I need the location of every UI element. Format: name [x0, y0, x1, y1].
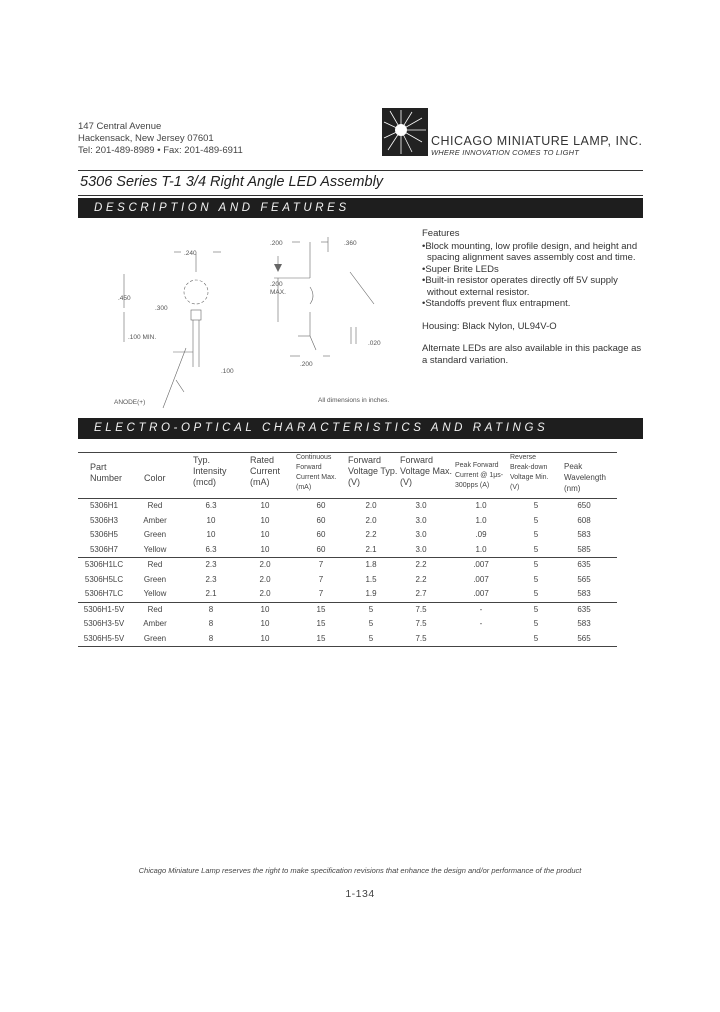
- cell-peak-forward-current: .09: [475, 530, 487, 539]
- cell-rated-current: 10: [260, 515, 270, 525]
- header-peak-forward-current: Peak Forward Current @ 1μs- 300pps (A): [455, 462, 504, 489]
- address-phone: Tel: 201-489-8989 • Fax: 201-489-6911: [78, 145, 243, 156]
- cell-forward-voltage-typ: 2.1: [365, 544, 377, 554]
- cell-continuous-current: 15: [316, 633, 326, 643]
- document-title-bar: [78, 170, 643, 196]
- cell-rated-current: 10: [260, 619, 270, 628]
- cell-intensity: 2.3: [205, 560, 217, 569]
- cell-forward-voltage-max: 7.5: [415, 604, 427, 614]
- document-title: 5306 Series T-1 3/4 Right Angle LED Assembly: [80, 174, 384, 190]
- dimension-drawing: [78, 232, 418, 412]
- cell-rated-current: 2.0: [259, 574, 271, 584]
- cell-peak-wavelength: 585: [577, 544, 591, 554]
- cell-part-number: 5306H7LC: [84, 589, 124, 598]
- cell-forward-voltage-max: 2.2: [415, 560, 427, 569]
- dimensions-note: All dimensions in inches.: [318, 397, 390, 404]
- cell-reverse-voltage: 5: [533, 574, 539, 584]
- table-row: [78, 573, 617, 588]
- address-city: Hackensack, New Jersey 07601: [78, 133, 214, 144]
- cell-intensity: 6.3: [205, 544, 217, 554]
- dim-300: .300: [155, 305, 168, 312]
- cell-forward-voltage-max: 7.5: [415, 633, 427, 643]
- cell-reverse-voltage: 5: [533, 589, 539, 598]
- cell-forward-voltage-max: 2.7: [415, 589, 427, 598]
- cell-continuous-current: 15: [316, 604, 326, 614]
- cell-intensity: 10: [206, 515, 216, 525]
- cell-part-number: 5306H7: [89, 544, 119, 554]
- table-row: [78, 632, 617, 648]
- cell-forward-voltage-max: 3.0: [415, 544, 427, 554]
- table-row: [78, 543, 617, 558]
- cell-rated-current: 10: [260, 544, 270, 554]
- cell-peak-wavelength: 635: [577, 560, 591, 569]
- cell-forward-voltage-typ: 5: [368, 604, 374, 614]
- cell-part-number: 5306H5-5V: [83, 633, 125, 643]
- logo-tagline: WHERE INNOVATION COMES TO LIGHT: [431, 148, 580, 157]
- cell-forward-voltage-typ: 2.2: [365, 530, 377, 539]
- table-row: [78, 617, 617, 632]
- cell-peak-wavelength: 565: [577, 633, 591, 643]
- dim-020: .020: [368, 340, 381, 347]
- header-wavelength: Peak Wavelength (nm): [564, 462, 606, 493]
- feature-item: • Block mounting, low profile design, and height and spacing alignment saves assembly cost and time.: [422, 241, 642, 264]
- feature-item: • Super Brite LEDs: [422, 264, 642, 276]
- cell-rated-current: 2.0: [259, 560, 271, 569]
- cell-peak-wavelength: 608: [577, 515, 591, 525]
- logo-wordmark: CHICAGO MINIATURE LAMP, INC.: [431, 134, 643, 148]
- cell-peak-wavelength: 583: [577, 530, 591, 539]
- cell-peak-forward-current: .007: [473, 589, 489, 598]
- cell-continuous-current: 60: [316, 530, 326, 539]
- cell-peak-wavelength: 565: [577, 574, 591, 584]
- cell-forward-voltage-typ: 1.9: [365, 589, 377, 598]
- cell-color: Green: [143, 574, 167, 584]
- cell-peak-forward-current: 1.0: [475, 501, 487, 510]
- cell-forward-voltage-typ: 5: [368, 619, 374, 628]
- dim-450: .450: [118, 295, 131, 302]
- cell-reverse-voltage: 5: [533, 544, 539, 554]
- dim-200-max: .200: [270, 281, 283, 288]
- cell-forward-voltage-max: 3.0: [415, 501, 427, 510]
- cell-forward-voltage-max: 2.2: [415, 574, 427, 584]
- header-reverse-voltage: Reverse Break-down Voltage Min. (V): [510, 454, 549, 491]
- feature-item: • Standoffs prevent flux entrapment.: [422, 298, 642, 310]
- cell-peak-wavelength: 583: [577, 619, 591, 628]
- cell-color: Yellow: [143, 544, 167, 554]
- dim-200-bottom: .200: [300, 361, 313, 368]
- cell-rated-current: 10: [260, 501, 270, 510]
- header-forward-voltage-max: Forward Voltage Max. (V): [400, 455, 453, 487]
- table-row: [78, 557, 617, 573]
- cell-color: Yellow: [143, 589, 167, 598]
- anode-label: ANODE(+): [114, 399, 146, 406]
- cell-forward-voltage-max: 3.0: [415, 515, 427, 525]
- cell-part-number: 5306H5LC: [84, 574, 124, 584]
- features-heading: Features: [422, 228, 460, 239]
- spec-table-body: [78, 499, 617, 647]
- cell-peak-forward-current: 1.0: [475, 515, 487, 525]
- dim-100: .100: [221, 368, 234, 375]
- cell-forward-voltage-typ: 2.0: [365, 501, 377, 510]
- cell-continuous-current: 60: [316, 501, 326, 510]
- cell-intensity: 8: [208, 633, 214, 643]
- cell-intensity: 10: [206, 530, 216, 539]
- cell-part-number: 5306H1-5V: [83, 604, 125, 614]
- header-color: Color: [144, 473, 166, 483]
- label-max: MAX.: [270, 289, 286, 296]
- section-header-description: DESCRIPTION AND FEATURES: [78, 198, 643, 218]
- cell-peak-forward-current: -: [479, 619, 483, 628]
- cell-peak-forward-current: .007: [473, 574, 489, 584]
- address-street: 147 Central Avenue: [78, 121, 162, 132]
- cell-continuous-current: 7: [318, 574, 324, 584]
- company-logo: [382, 108, 642, 160]
- dim-360: .360: [344, 240, 357, 247]
- cell-part-number: 5306H1LC: [84, 560, 124, 569]
- cell-rated-current: 2.0: [259, 589, 271, 598]
- cell-intensity: 6.3: [205, 501, 217, 510]
- cell-continuous-current: 60: [316, 515, 326, 525]
- table-row: [78, 499, 617, 514]
- cell-forward-voltage-max: 7.5: [415, 619, 427, 628]
- cell-forward-voltage-typ: 5: [368, 633, 374, 643]
- header-intensity: Typ. Intensity (mcd): [193, 455, 227, 487]
- table-row: [78, 528, 617, 543]
- table-row: [78, 602, 617, 618]
- cell-forward-voltage-typ: 1.8: [365, 560, 377, 569]
- cell-color: Red: [147, 604, 163, 614]
- cell-color: Red: [147, 560, 163, 569]
- cell-part-number: 5306H5: [89, 530, 119, 539]
- cell-continuous-current: 15: [316, 619, 326, 628]
- cell-continuous-current: 7: [318, 560, 324, 569]
- cell-part-number: 5306H3-5V: [83, 619, 125, 628]
- spec-table-header: [78, 452, 617, 499]
- cell-intensity: 8: [208, 619, 214, 628]
- spec-table: [78, 452, 617, 647]
- cell-part-number: 5306H3: [89, 515, 119, 525]
- section-header-electro-optical: ELECTRO-OPTICAL CHARACTERISTICS AND RATINGS: [78, 418, 643, 439]
- cell-forward-voltage-max: 3.0: [415, 530, 427, 539]
- cell-peak-forward-current: 1.0: [475, 544, 487, 554]
- cell-forward-voltage-typ: 2.0: [365, 515, 377, 525]
- lamp-burst-icon: [382, 108, 428, 156]
- cell-color: Green: [143, 530, 167, 539]
- cell-peak-forward-current: .007: [473, 560, 489, 569]
- table-row: [78, 514, 617, 529]
- dim-240: .240: [184, 250, 197, 257]
- footer-disclaimer: Chicago Miniature Lamp reserves the right to make specification revisions that enhance the design and/or performance of the product: [138, 866, 582, 875]
- cell-color: Green: [143, 633, 167, 643]
- cell-intensity: 2.3: [205, 574, 217, 584]
- cell-rated-current: 10: [260, 633, 270, 643]
- cell-peak-forward-current: -: [479, 604, 483, 614]
- cell-reverse-voltage: 5: [533, 515, 539, 525]
- page-number: 1-134: [345, 888, 375, 900]
- cell-reverse-voltage: 5: [533, 619, 539, 628]
- cell-color: Amber: [143, 619, 167, 628]
- cell-reverse-voltage: 5: [533, 560, 539, 569]
- header-rated-current: Rated Current (mA): [250, 455, 281, 487]
- cell-reverse-voltage: 5: [533, 633, 539, 643]
- cell-peak-wavelength: 583: [577, 589, 591, 598]
- cell-intensity: 8: [208, 604, 214, 614]
- cell-continuous-current: 60: [316, 544, 326, 554]
- cell-reverse-voltage: 5: [533, 530, 539, 539]
- cell-rated-current: 10: [260, 604, 270, 614]
- cell-reverse-voltage: 5: [533, 501, 539, 510]
- cell-reverse-voltage: 5: [533, 604, 539, 614]
- table-row: [78, 587, 617, 602]
- header-continuous-current: Continuous Forward Current Max. (mA): [296, 454, 337, 491]
- cell-peak-wavelength: 635: [577, 604, 591, 614]
- housing-spec: Housing: Black Nylon, UL94V-O: [422, 320, 557, 332]
- cell-part-number: 5306H1: [89, 501, 119, 510]
- cell-intensity: 2.1: [205, 589, 217, 598]
- dim-100-min: .100 MIN.: [128, 334, 157, 341]
- cell-rated-current: 10: [260, 530, 270, 539]
- cell-continuous-current: 7: [318, 589, 324, 598]
- header-part: Part Number: [90, 462, 123, 483]
- dim-200-top: .200: [270, 240, 283, 247]
- cell-color: Amber: [143, 515, 167, 525]
- features-list: [422, 228, 642, 366]
- cell-color: Red: [147, 501, 163, 510]
- company-address: [78, 121, 243, 157]
- cell-peak-wavelength: 650: [577, 501, 591, 510]
- feature-item: • Built-in resistor operates directly off 5V supply without external resistor.: [422, 275, 642, 298]
- header-forward-voltage-typ: Forward Voltage Typ. (V): [348, 455, 398, 487]
- alternate-leds-note: Alternate LEDs are also available in this package as a standard variation.: [422, 343, 642, 366]
- cell-forward-voltage-typ: 1.5: [365, 574, 377, 584]
